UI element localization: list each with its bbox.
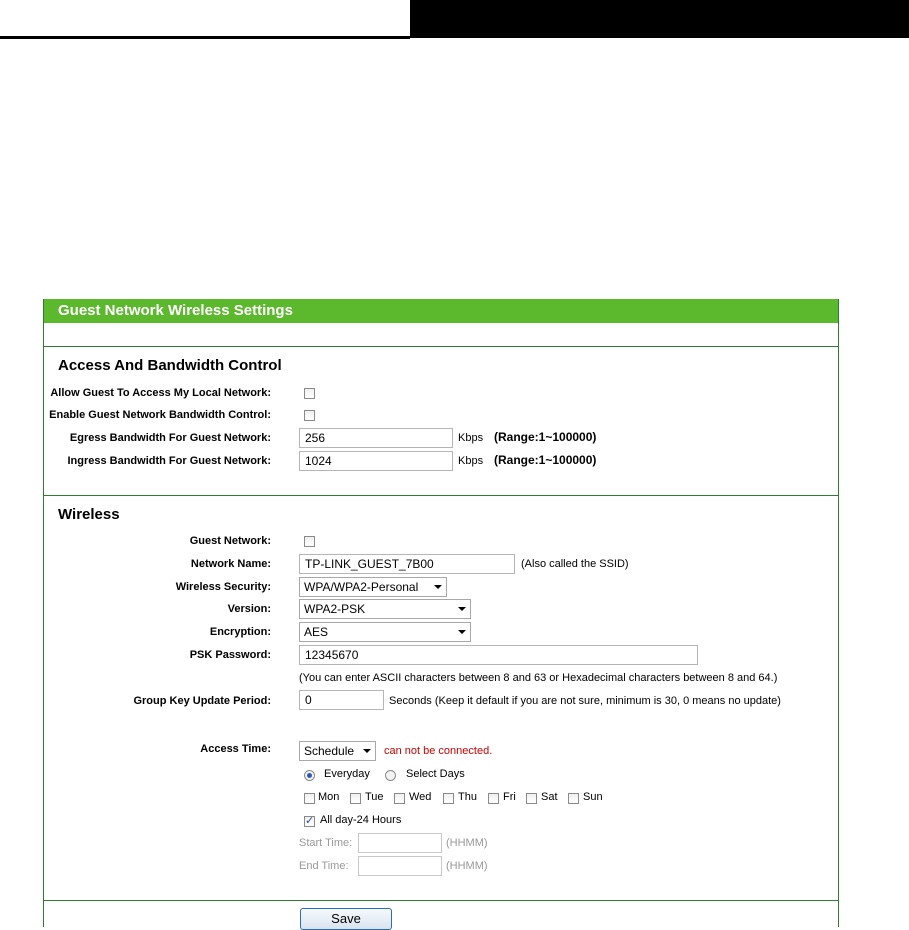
day-label-tue: Tue [365,791,384,803]
day-label-sat: Sat [541,791,558,803]
end-time-format: (HHMM) [446,860,488,872]
version-value: WPA2-PSK [304,602,366,616]
divider [44,346,838,347]
access-time-select[interactable] [299,741,376,761]
psk-note: (You can enter ASCII characters between 8 and 63 or Hexadecimal characters between 8 and 64.) [299,672,778,684]
access-time-label: Access Time: [200,743,271,755]
encryption-label: Encryption: [209,626,271,638]
chevron-down-icon [434,585,442,589]
document-header-rule [0,36,410,39]
psk-password-input[interactable]: 12345670 [299,645,698,665]
chevron-down-icon [458,607,466,611]
select-days-radio[interactable] [385,770,396,781]
ingress-bandwidth-input[interactable]: 1024 [299,451,453,471]
bandwidth-control-label: Enable Guest Network Bandwidth Control: [49,409,271,421]
wireless-security-label: Wireless Security: [175,581,271,593]
guest-network-checkbox[interactable] [304,536,315,547]
start-time-input[interactable] [358,833,442,853]
network-name-label: Network Name: [190,558,271,570]
day-label-thu: Thu [458,791,477,803]
day-checkbox-sun[interactable] [568,793,579,804]
panel-title: Guest Network Wireless Settings [44,299,838,323]
day-checkbox-tue[interactable] [350,793,361,804]
chevron-down-icon [363,749,371,753]
day-checkbox-wed[interactable] [394,793,405,804]
encryption-value: AES [304,625,329,639]
egress-range: (Range:1~100000) [494,430,597,444]
all-day-checkbox[interactable] [304,816,315,827]
network-name-input[interactable]: TP-LINK_GUEST_7B00 [299,554,515,574]
day-checkbox-sat[interactable] [526,793,537,804]
version-label: Version: [227,603,271,615]
access-time-warning: can not be connected. [384,745,493,757]
select-days-label: Select Days [406,768,465,780]
egress-bandwidth-label: Egress Bandwidth For Guest Network: [69,432,271,444]
ssid-note: (Also called the SSID) [521,558,629,570]
group-key-input[interactable]: 0 [299,690,384,710]
access-time-value: Schedule [304,744,355,758]
everyday-label: Everyday [324,768,370,780]
all-day-label: All day-24 Hours [320,814,402,826]
day-label-fri: Fri [503,791,516,803]
group-key-note: Seconds (Keep it default if you are not sure, minimum is 30, 0 means no update) [389,695,781,707]
wireless-security-value: WPA/WPA2-Personal [304,580,419,594]
wireless-security-select[interactable] [299,577,447,597]
allow-local-access-checkbox[interactable] [304,388,315,399]
day-label-sun: Sun [583,791,603,803]
egress-unit: Kbps [458,432,484,444]
start-time-format: (HHMM) [446,837,488,849]
end-time-label: End Time: [299,860,349,872]
ingress-range: (Range:1~100000) [494,453,597,467]
save-button[interactable]: Save [300,908,392,930]
psk-password-label: PSK Password: [189,649,271,661]
ingress-unit: Kbps [458,455,484,467]
access-section-title: Access And Bandwidth Control [58,357,282,374]
day-label-wed: Wed [409,791,432,803]
encryption-select[interactable] [299,622,471,642]
version-select[interactable] [299,599,471,619]
guest-network-label: Guest Network: [189,535,271,547]
group-key-label: Group Key Update Period: [133,695,271,707]
day-label-mon: Mon [318,791,340,803]
everyday-radio[interactable] [304,770,315,781]
egress-bandwidth-input[interactable]: 256 [299,428,453,448]
allow-local-access-label: Allow Guest To Access My Local Network: [50,387,271,399]
end-time-input[interactable] [358,856,442,876]
chevron-down-icon [458,630,466,634]
day-checkbox-mon[interactable] [304,793,315,804]
day-checkbox-fri[interactable] [488,793,499,804]
day-checkbox-thu[interactable] [443,793,454,804]
document-header-bar [410,0,909,38]
wireless-section-title: Wireless [58,506,120,523]
divider [44,900,838,901]
ingress-bandwidth-label: Ingress Bandwidth For Guest Network: [67,455,271,467]
start-time-label: Start Time: [299,837,353,849]
bandwidth-control-checkbox[interactable] [304,410,315,421]
divider [44,495,838,496]
